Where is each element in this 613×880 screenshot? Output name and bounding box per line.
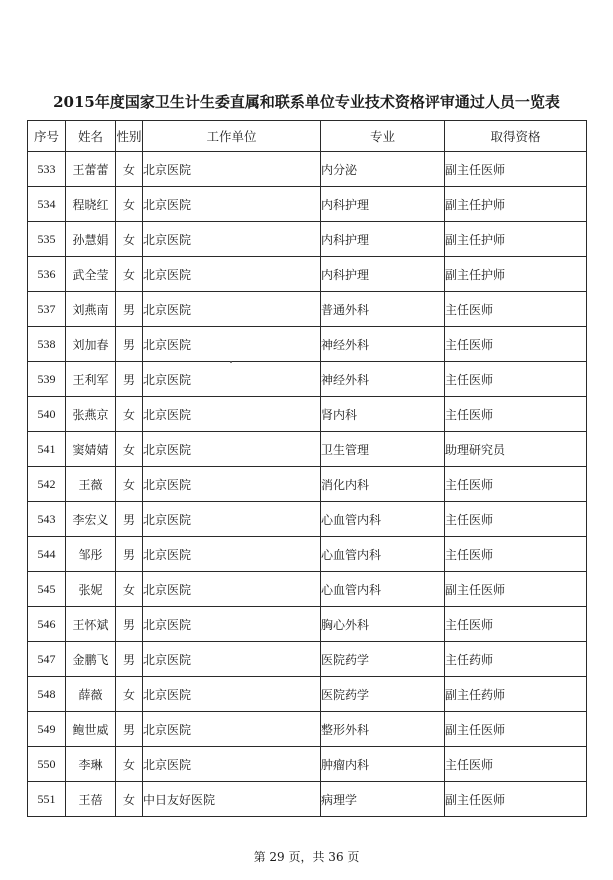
cell-num: 549: [28, 712, 66, 747]
table-row: [28, 537, 587, 572]
cell-name: 鲍世威: [66, 712, 116, 747]
cell-qualification: 主任医师: [445, 537, 587, 572]
cell-sex: 女: [116, 677, 143, 712]
table-header-row: [28, 121, 587, 152]
table-row: [28, 152, 587, 187]
cell-specialty: 内科护理: [321, 187, 445, 222]
table-row: [28, 257, 587, 292]
cell-unit: 北京医院: [143, 152, 321, 187]
cell-sex: 女: [116, 257, 143, 292]
cell-name: 李宏义: [66, 502, 116, 537]
table-row: [28, 432, 587, 467]
cell-name: 程晓红: [66, 187, 116, 222]
table-row: [28, 327, 587, 362]
cell-qualification: 副主任医师: [445, 712, 587, 747]
cell-num: 537: [28, 292, 66, 327]
cell-specialty: 神经外科: [321, 362, 445, 397]
cell-unit: 北京医院: [143, 607, 321, 642]
cell-sex: 男: [116, 642, 143, 677]
cell-qualification: 副主任医师: [445, 572, 587, 607]
cell-unit: 北京医院: [143, 257, 321, 292]
cell-sex: 女: [116, 747, 143, 782]
cell-sex: 男: [116, 362, 143, 397]
cell-unit: 北京医院: [143, 502, 321, 537]
cell-num: 545: [28, 572, 66, 607]
cell-name: 王蓓: [66, 782, 116, 817]
cell-unit: 北京医院: [143, 712, 321, 747]
cell-specialty: 肿瘤内科: [321, 747, 445, 782]
cell-sex: 女: [116, 782, 143, 817]
cell-num: 551: [28, 782, 66, 817]
cell-specialty: 内科护理: [321, 222, 445, 257]
cell-specialty: 神经外科: [321, 327, 445, 362]
cell-num: 544: [28, 537, 66, 572]
cell-qualification: 主任医师: [445, 747, 587, 782]
cell-num: 538: [28, 327, 66, 362]
cell-qualification: 副主任药师: [445, 677, 587, 712]
cell-qualification: 副主任护师: [445, 222, 587, 257]
cell-name: 王蕾蕾: [66, 152, 116, 187]
cell-unit: 北京医院: [143, 222, 321, 257]
cell-name: 张燕京: [66, 397, 116, 432]
cell-specialty: 心血管内科: [321, 572, 445, 607]
cell-num: 533: [28, 152, 66, 187]
cell-qualification: 助理研究员: [445, 432, 587, 467]
scan-speck: [230, 361, 232, 363]
cell-unit: 北京医院: [143, 327, 321, 362]
cell-unit: 北京医院: [143, 572, 321, 607]
cell-unit: 中日友好医院: [143, 782, 321, 817]
page-title: 2015年度国家卫生计生委直属和联系单位专业技术资格评审通过人员一览表: [53, 93, 560, 111]
table-row: [28, 607, 587, 642]
cell-qualification: 主任药师: [445, 642, 587, 677]
cell-specialty: 内分泌: [321, 152, 445, 187]
cell-specialty: 肾内科: [321, 397, 445, 432]
cell-unit: 北京医院: [143, 187, 321, 222]
table-body: [28, 152, 587, 817]
table-row: [28, 397, 587, 432]
cell-qualification: 副主任护师: [445, 187, 587, 222]
header-unit: 工作单位: [143, 121, 321, 152]
cell-num: 534: [28, 187, 66, 222]
cell-name: 薛薇: [66, 677, 116, 712]
cell-num: 542: [28, 467, 66, 502]
cell-sex: 男: [116, 537, 143, 572]
cell-specialty: 胸心外科: [321, 607, 445, 642]
cell-name: 王怀斌: [66, 607, 116, 642]
header-sex: 性别: [116, 121, 143, 152]
cell-sex: 男: [116, 607, 143, 642]
cell-unit: 北京医院: [143, 362, 321, 397]
table-row: [28, 782, 587, 817]
cell-specialty: 卫生管理: [321, 432, 445, 467]
cell-unit: 北京医院: [143, 397, 321, 432]
cell-num: 539: [28, 362, 66, 397]
cell-sex: 女: [116, 222, 143, 257]
cell-sex: 女: [116, 467, 143, 502]
cell-name: 张妮: [66, 572, 116, 607]
cell-unit: 北京医院: [143, 747, 321, 782]
cell-qualification: 副主任医师: [445, 152, 587, 187]
cell-num: 540: [28, 397, 66, 432]
cell-unit: 北京医院: [143, 642, 321, 677]
cell-num: 541: [28, 432, 66, 467]
cell-unit: 北京医院: [143, 467, 321, 502]
cell-num: 546: [28, 607, 66, 642]
cell-sex: 女: [116, 572, 143, 607]
cell-sex: 女: [116, 152, 143, 187]
table-row: [28, 362, 587, 397]
cell-qualification: 副主任医师: [445, 782, 587, 817]
cell-qualification: 主任医师: [445, 327, 587, 362]
cell-num: 543: [28, 502, 66, 537]
cell-sex: 男: [116, 502, 143, 537]
cell-name: 金鹏飞: [66, 642, 116, 677]
cell-unit: 北京医院: [143, 537, 321, 572]
cell-sex: 女: [116, 187, 143, 222]
table-row: [28, 642, 587, 677]
cell-name: 孙慧娟: [66, 222, 116, 257]
cell-sex: 女: [116, 432, 143, 467]
header-name: 姓名: [66, 121, 116, 152]
personnel-table: [27, 120, 587, 817]
cell-qualification: 主任医师: [445, 362, 587, 397]
cell-sex: 男: [116, 292, 143, 327]
table-row: [28, 292, 587, 327]
cell-name: 刘加春: [66, 327, 116, 362]
table-row: [28, 502, 587, 537]
cell-num: 548: [28, 677, 66, 712]
cell-specialty: 消化内科: [321, 467, 445, 502]
cell-num: 550: [28, 747, 66, 782]
table-row: [28, 747, 587, 782]
cell-qualification: 主任医师: [445, 292, 587, 327]
cell-qualification: 副主任护师: [445, 257, 587, 292]
cell-qualification: 主任医师: [445, 502, 587, 537]
cell-specialty: 医院药学: [321, 642, 445, 677]
cell-sex: 男: [116, 712, 143, 747]
cell-specialty: 心血管内科: [321, 502, 445, 537]
cell-name: 刘燕南: [66, 292, 116, 327]
cell-qualification: 主任医师: [445, 607, 587, 642]
cell-sex: 男: [116, 327, 143, 362]
cell-name: 王利军: [66, 362, 116, 397]
cell-num: 547: [28, 642, 66, 677]
cell-qualification: 主任医师: [445, 467, 587, 502]
cell-sex: 女: [116, 397, 143, 432]
header-num: 序号: [28, 121, 66, 152]
table-row: [28, 187, 587, 222]
cell-specialty: 医院药学: [321, 677, 445, 712]
cell-specialty: 整形外科: [321, 712, 445, 747]
table-row: [28, 467, 587, 502]
cell-name: 窦婧婧: [66, 432, 116, 467]
cell-name: 李琳: [66, 747, 116, 782]
cell-unit: 北京医院: [143, 677, 321, 712]
cell-unit: 北京医院: [143, 432, 321, 467]
cell-unit: 北京医院: [143, 292, 321, 327]
table-row: [28, 712, 587, 747]
cell-specialty: 病理学: [321, 782, 445, 817]
cell-specialty: 心血管内科: [321, 537, 445, 572]
cell-name: 武全莹: [66, 257, 116, 292]
cell-name: 王薇: [66, 467, 116, 502]
header-qualification: 取得资格: [445, 121, 587, 152]
table-row: [28, 222, 587, 257]
cell-specialty: 内科护理: [321, 257, 445, 292]
cell-num: 536: [28, 257, 66, 292]
page-footer: 第 29 页，共 36 页: [253, 850, 360, 864]
cell-num: 535: [28, 222, 66, 257]
table-row: [28, 677, 587, 712]
header-specialty: 专业: [321, 121, 445, 152]
cell-name: 邹彤: [66, 537, 116, 572]
cell-specialty: 普通外科: [321, 292, 445, 327]
table-row: [28, 572, 587, 607]
cell-qualification: 主任医师: [445, 397, 587, 432]
